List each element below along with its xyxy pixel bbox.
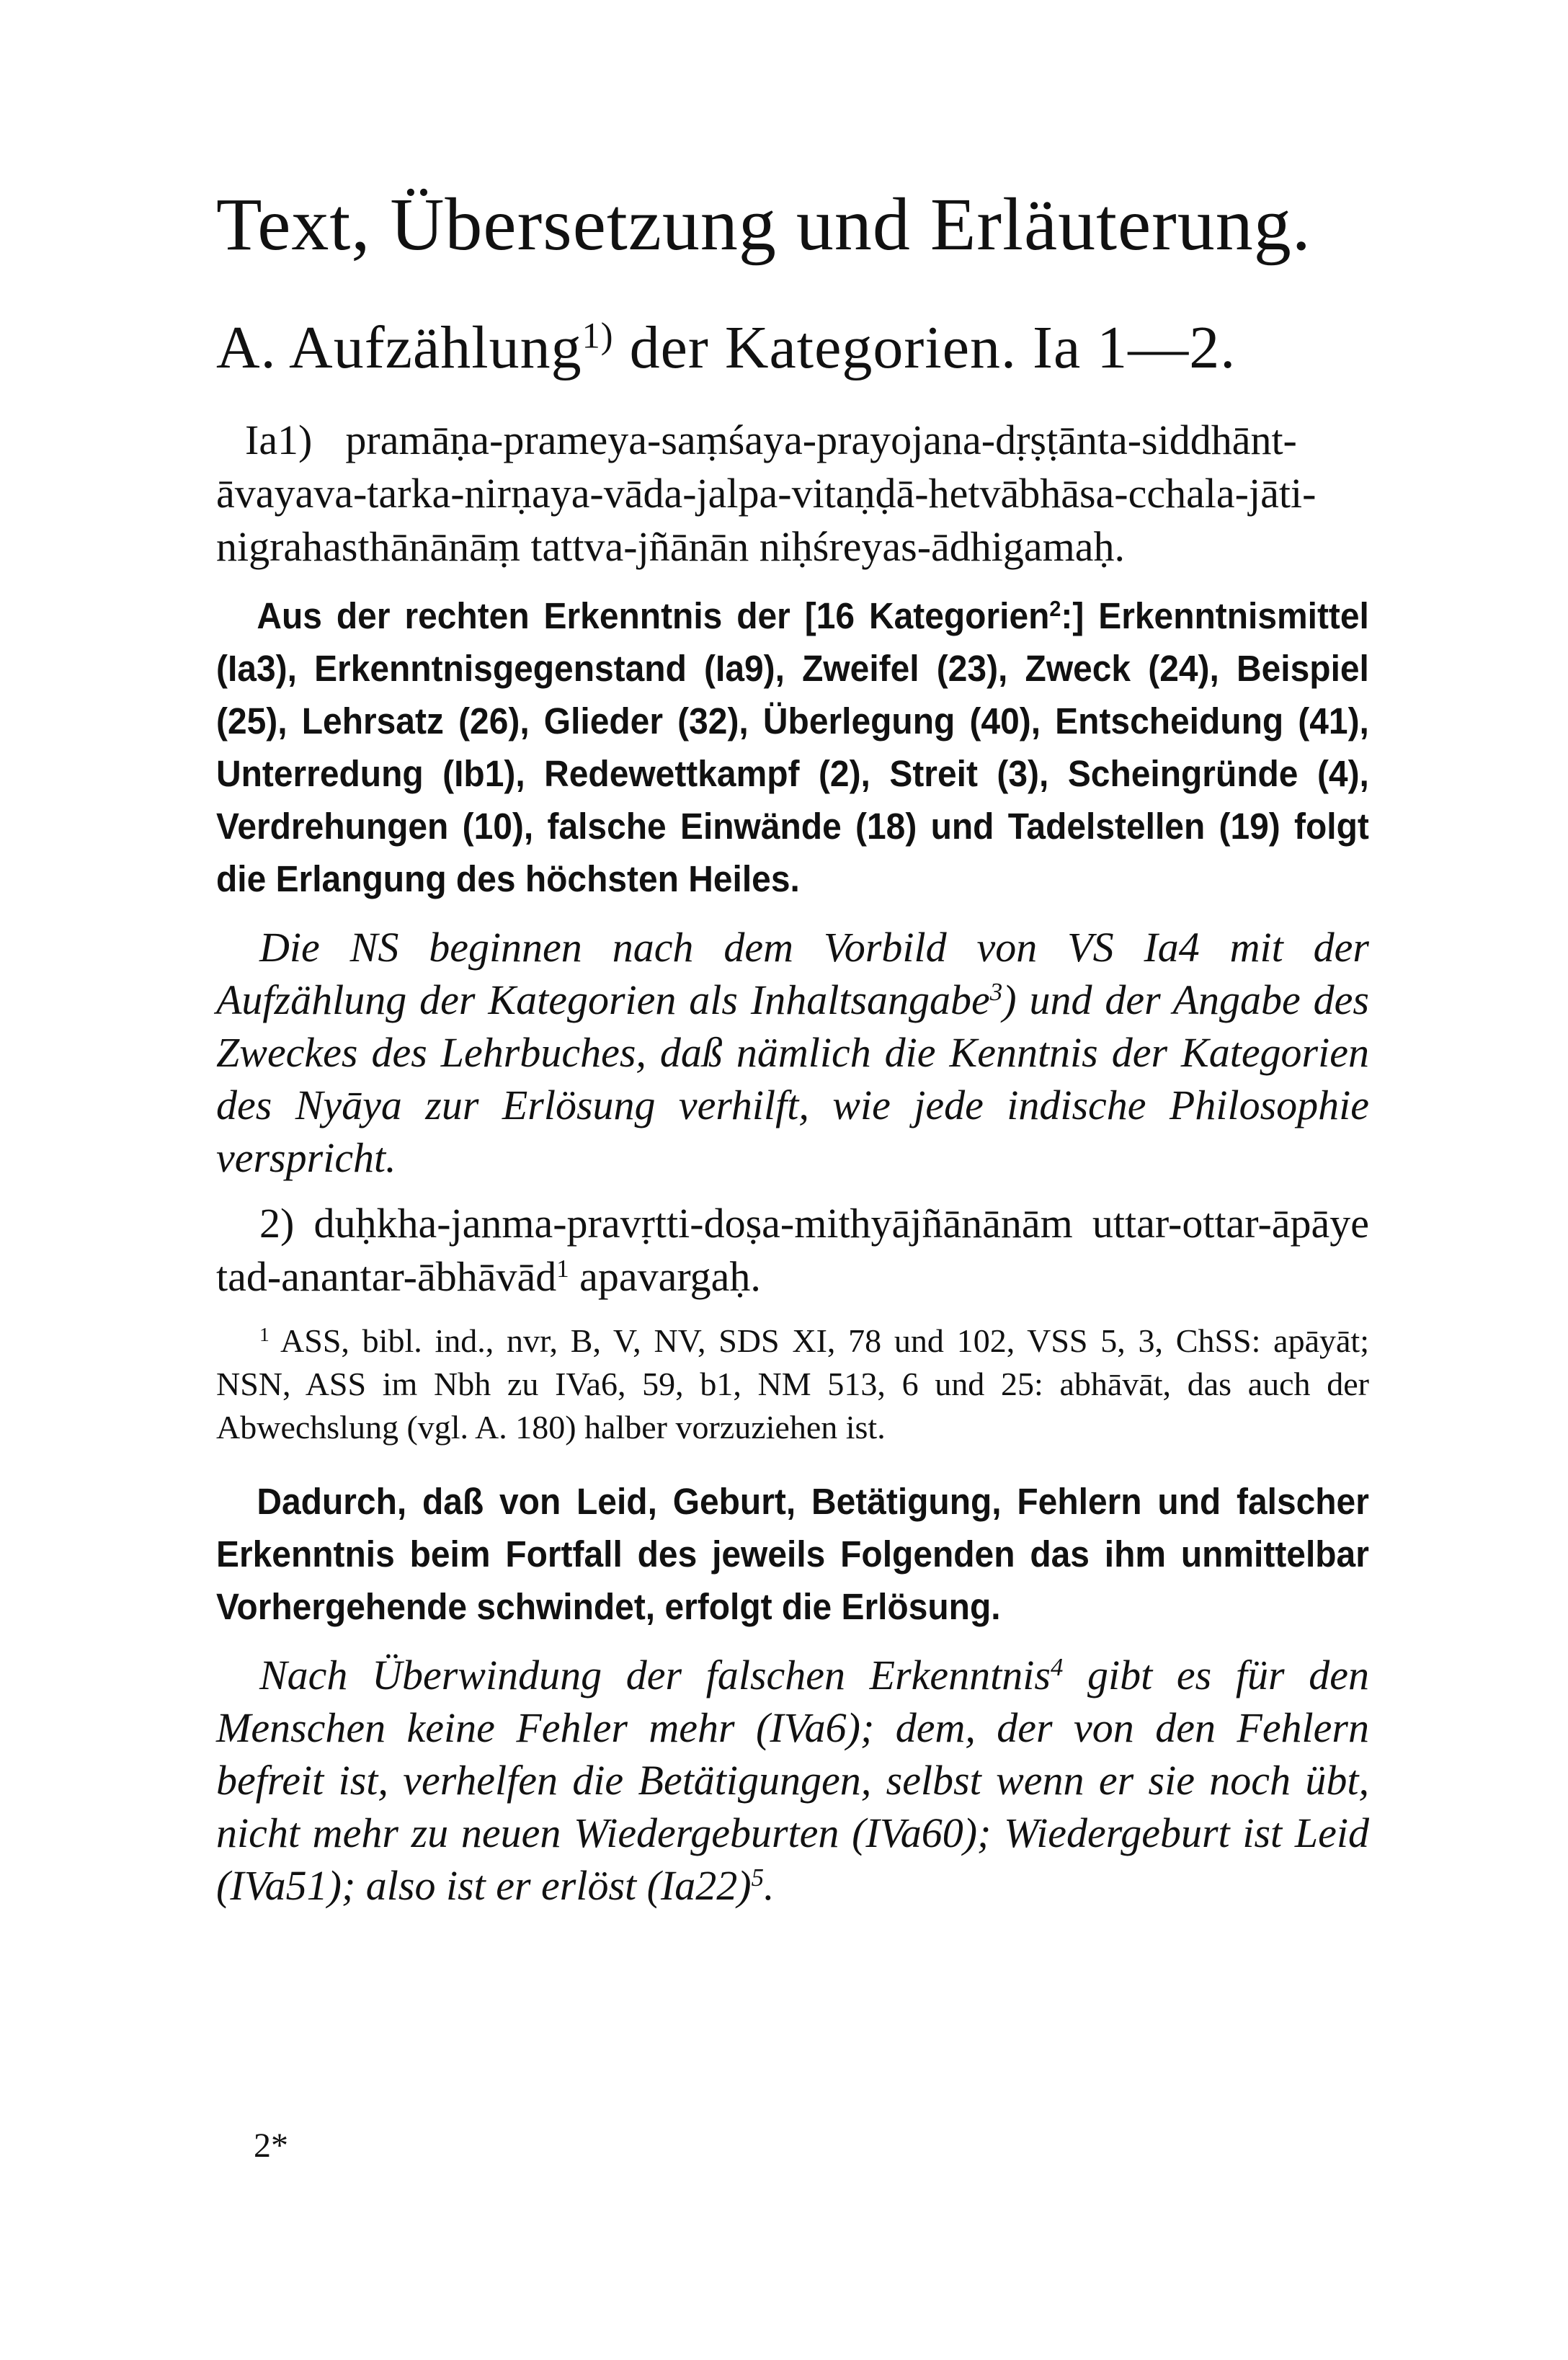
variant-note-ref: 1 — [556, 1254, 569, 1283]
commentary-1 — [216, 921, 1369, 1184]
footnote-ref-2: 2 — [1049, 596, 1061, 621]
footnote-ref-3: 3 — [989, 977, 1003, 1006]
sutra-2-before: duḥkha-janma-pravṛtti-doṣa-mithyājñānānām uttar-ottar-āpāye tad-anantar-ābhāvād — [216, 1199, 1369, 1300]
sutra-1-text: pramāṇa-prameya-saṃśaya-prayojana-dṛṣṭānta-siddhānt-āvayava-tarka-nirṇaya-vāda-jalpa-vitaṇḍā-hetvābhāsa-cchala-jāti-nigrahasthānānāṃ tattva-jñānān niḥśreyas-ādhigamaḥ. — [216, 416, 1317, 570]
sutra-2-after: apavargaḥ. — [569, 1252, 761, 1300]
translation-1-after: :] Erkenntnismittel (Ia3), Erkenntnisgegenstand (Ia9), Zweifel (23), Zweck (24), Beispiel (25), Lehrsatz (26), Glieder (32), Überlegung (40), Entscheidung (41), Unterredung (Ib1), Redewettkampf (2), Streit (3), Scheingründe (4), Verdrehungen (10), falsche Einwände (18) und Tadelstellen (19) folgt die Erlangung des höchsten Heiles. — [216, 595, 1369, 899]
variant-footnote-text: ASS, bibl. ind., nvr, B, V, NV, SDS XI, 78 und 102, VSS 5, 3, ChSS: apāyāt; NSN, ASS im Nbh zu IVa6, 59, b1, NM 513, 6 und 25: abhāvāt, das auch der Abwechslung (vgl. A. 180) halber vorzuziehen ist. — [216, 1322, 1369, 1446]
commentary-2-after: gibt es für den Menschen keine Fehler mehr (IVa6); dem, der von den Fehlern befreit ist, verhelfen die Betätigungen, selbst wenn er sie noch übt, nicht mehr zu neuen Wiedergeburten (IVa60); Wiedergeburt ist Leid (IVa51); also ist er erlöst (Ia22) — [216, 1651, 1369, 1909]
page-number: 2* — [254, 2127, 288, 2165]
translation-1-before: Aus der rechten Erkenntnis der [16 Kategorien — [257, 595, 1050, 636]
footnote-ref-5: 5 — [751, 1863, 765, 1892]
translation-1 — [216, 589, 1369, 905]
sutra-1-number: Ia1) — [245, 416, 313, 463]
commentary-1-before: Die NS beginnen nach dem Vorbild von VS Ia4 mit der Aufzählung der Kategorien als Inhaltsangabe — [216, 923, 1369, 1023]
commentary-2-before: Nach Überwindung der falschen Erkenntnis — [259, 1651, 1051, 1698]
sutra-2 — [216, 1197, 1369, 1304]
section-heading-text: A. Aufzählung — [216, 313, 582, 381]
sutra-1 — [216, 414, 1369, 574]
section-heading-rest: der Kategorien. Ia 1—2. — [613, 313, 1237, 381]
page-body — [216, 180, 1369, 1912]
translation-2: Dadurch, daß von Leid, Geburt, Betätigung, Fehlern und falscher Erkenntnis beim Fortfall des jeweils Folgenden das ihm unmittelbar Vorhergehende schwindet, erfolgt die Erlösung. — [216, 1480, 1369, 1627]
section-heading — [216, 312, 1369, 385]
variant-footnote — [216, 1319, 1369, 1449]
sutra-2-number: 2) — [259, 1199, 295, 1247]
footnote-ref-4: 4 — [1050, 1652, 1064, 1681]
commentary-2 — [216, 1649, 1369, 1912]
footnote-ref-1: 1) — [582, 315, 614, 356]
commentary-1-after: ) und der Angabe des Zweckes des Lehrbuches, daß nämlich die Kenntnis der Kategorien des Nyāya zur Erlösung verhilft, wie jede indische Philosophie verspricht. — [216, 976, 1369, 1181]
commentary-2-end: . — [764, 1861, 775, 1909]
variant-footnote-marker: 1 — [259, 1322, 270, 1345]
page-title: Text, Übersetzung und Erläuterung. — [216, 183, 1311, 266]
